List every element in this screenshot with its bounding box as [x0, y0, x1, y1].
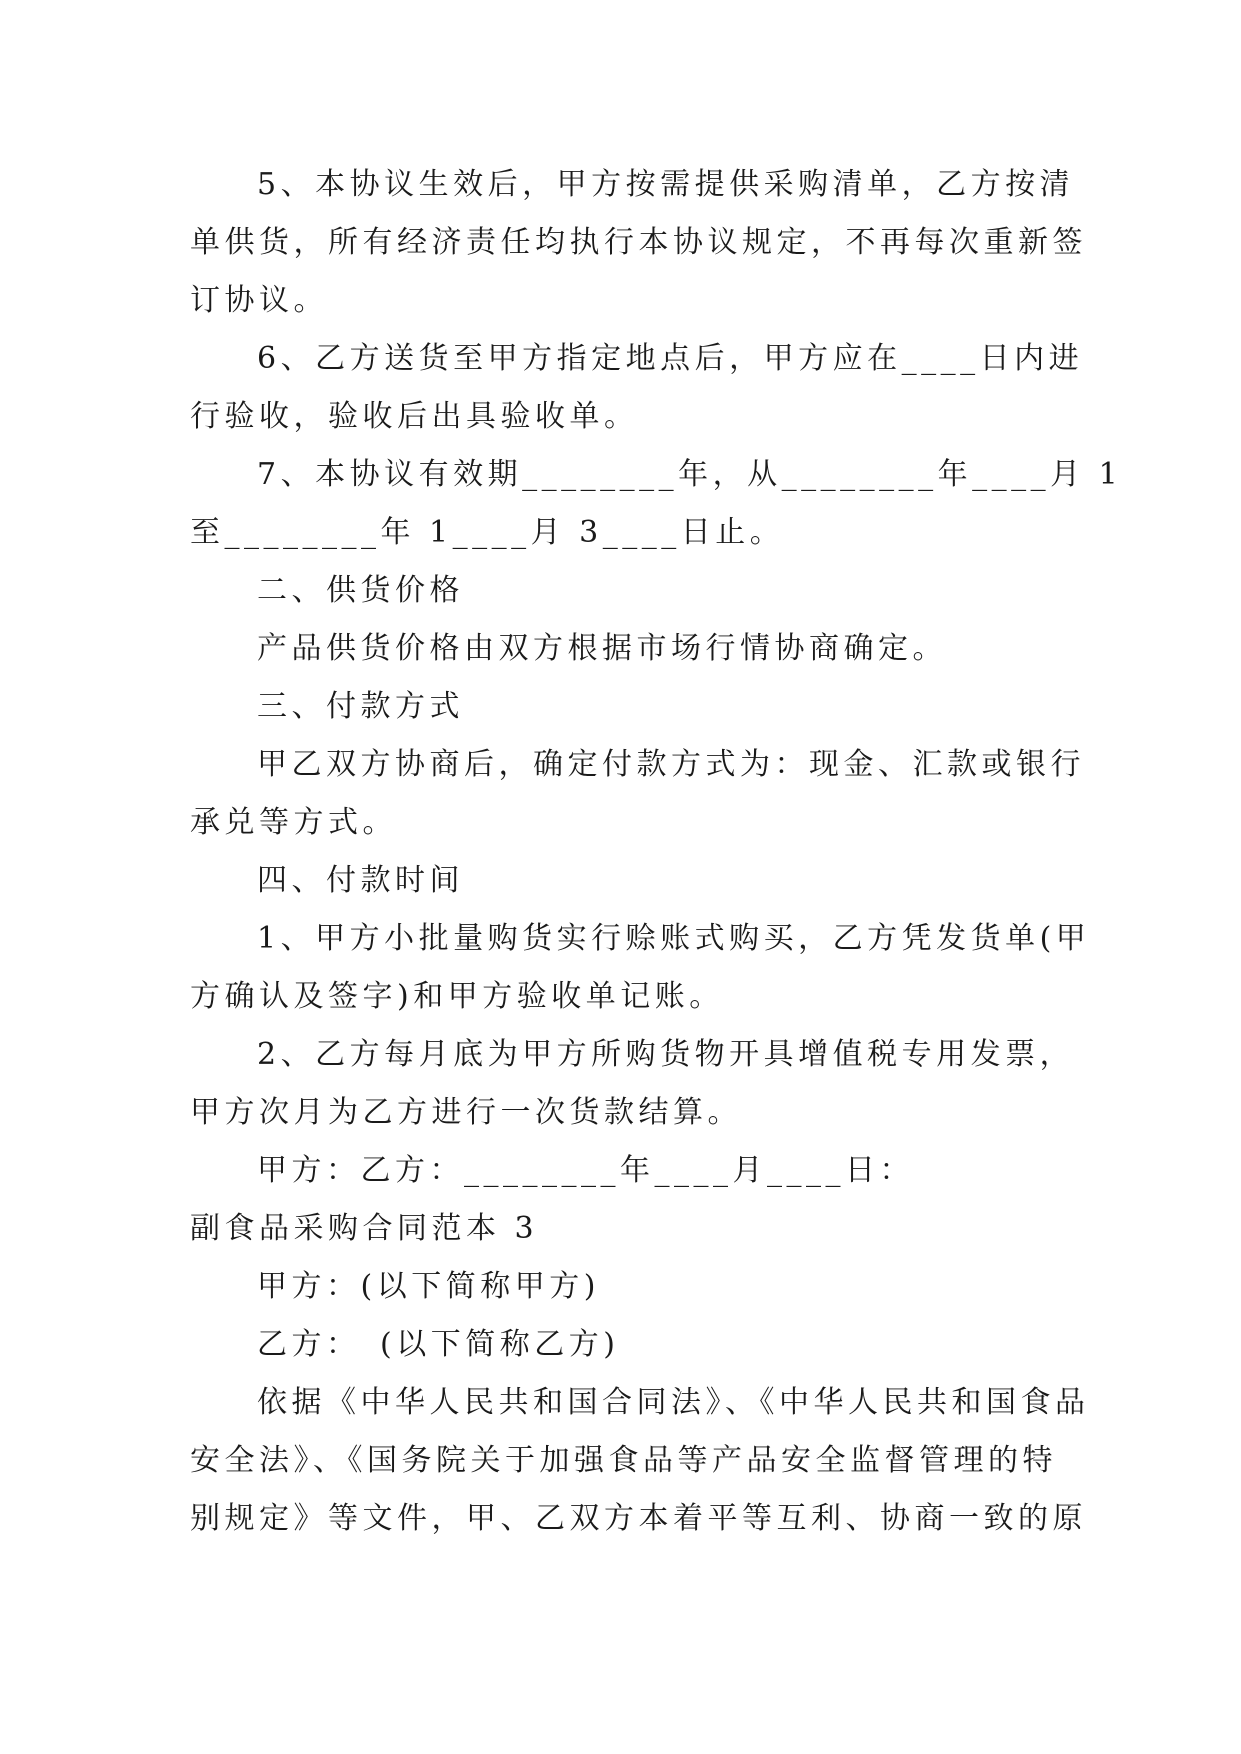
clause-7-line-1: 7、本协议有效期________年，从________年____月 1 — [257, 457, 1123, 492]
payment-time-1-line-2: 方确认及签字)和甲方验收单记账。 — [190, 979, 724, 1014]
payment-time-2-line-2: 甲方次月为乙方进行一次货款结算。 — [190, 1095, 742, 1130]
payment-time-1-line-1: 1、甲方小批量购货实行赊账式购买，乙方凭发货单(甲 — [257, 921, 1091, 956]
price-paragraph: 产品供货价格由双方根据市场行情协商确定。 — [257, 631, 947, 666]
clause-6-line-2: 行验收，验收后出具验收单。 — [190, 399, 639, 434]
section-heading-payment-method: 三、付款方式 — [257, 689, 464, 724]
section-heading-price: 二、供货价格 — [257, 573, 464, 608]
preamble-line-3: 别规定》等文件，甲、乙双方本着平等互利、协商一致的原 — [190, 1501, 1087, 1536]
party-b-line: 乙方： (以下简称乙方) — [257, 1327, 620, 1362]
section-heading-payment-time: 四、付款时间 — [257, 863, 464, 898]
clause-5-line-1: 5、本协议生效后，甲方按需提供采购清单，乙方按清 — [257, 167, 1075, 202]
party-a-line: 甲方：(以下简称甲方) — [257, 1269, 600, 1304]
clause-5-line-3: 订协议。 — [190, 283, 328, 318]
payment-time-2-line-1: 2、乙方每月底为甲方所购货物开具增值税专用发票， — [257, 1037, 1075, 1072]
signature-line: 甲方：乙方：________年____月____日： — [257, 1153, 914, 1188]
preamble-line-1: 依据《中华人民共和国合同法》、《中华人民共和国食品 — [257, 1385, 1090, 1420]
clause-6-line-1: 6、乙方送货至甲方指定地点后，甲方应在____日内进 — [257, 341, 1084, 376]
clause-7-line-2: 至________年 1____月 3____日止。 — [190, 515, 785, 550]
clause-5-line-2: 单供货，所有经济责任均执行本协议规定，不再每次重新签 — [190, 225, 1087, 260]
contract-template-title: 副食品采购合同范本 3 — [190, 1211, 539, 1246]
preamble-line-2: 安全法》、《国务院关于加强食品等产品安全监督管理的特 — [190, 1443, 1057, 1478]
payment-method-line-2: 承兑等方式。 — [190, 805, 397, 840]
payment-method-line-1: 甲乙双方协商后，确定付款方式为：现金、汇款或银行 — [257, 747, 1085, 782]
